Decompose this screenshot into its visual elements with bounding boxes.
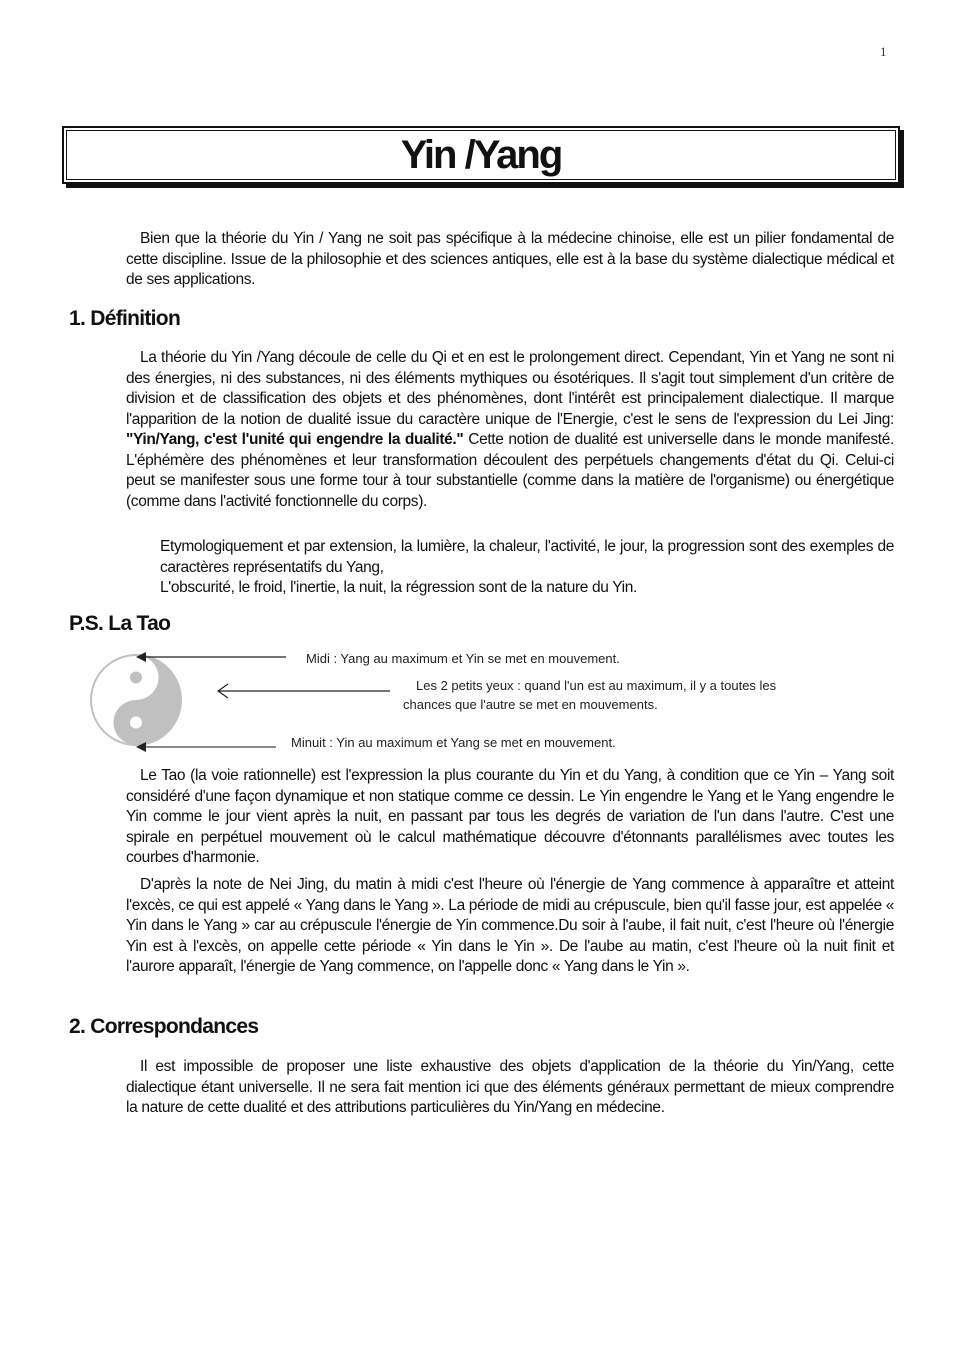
tao-text: Le Tao (la voie rationnelle) est l'expression la plus courante du Yin et du Yang, à condition que ce Yin – Yang soit considéré d'une façon dynamique et non statique comme ce dessin. Le Yin engendre le Yang et le Yang engendre le Yin comme le jour vient après la nuit, en passant par tous les degrés de variation de l'un dans l'autre. C'est une spirale en perpétuel mouvement où le calcul mathématique découvre d'étonnants parallélismes avec toutes les courbes d'harmonie. [126, 767, 894, 866]
intro-paragraph [126, 229, 894, 291]
section-heading-tao: P.S. La Tao [69, 612, 171, 635]
intro-text: Bien que la théorie du Yin / Yang ne soit pas spécifique à la médecine chinoise, elle est un pilier fondamental de cette discipline. Issue de la philosophie et des sciences antiques, elle est à la base du système dialectique médical et de ses applications. [126, 230, 894, 288]
tao-paragraph [126, 766, 894, 869]
definition-text [126, 348, 894, 512]
section-heading-definition: 1. Définition [69, 307, 181, 330]
correspondances-text: Il est impossible de proposer une liste exhaustive des objets d'application de la théorie du Yin/Yang, cette dialectique étant universelle. Il ne sera fait mention ici que des éléments généraux permettant de mieux comprendre la nature de cette dualité et des attributions particulières du Yin/Yang en médecine. [126, 1058, 894, 1116]
title-box [62, 126, 900, 184]
nei-jing-paragraph [126, 875, 894, 978]
definition-text-before: La théorie du Yin /Yang découle de celle du Qi et en est le prolongement direct. Cependant, Yin et Yang ne sont ni des énergies, ni des substances, ni des éléments mythiques ou ésotériques. Il s'agit tout simplement d'un critère de division et de classification des objets et des phénomènes, dont l'intérêt est principalement dialectique. Il marque l'apparition de la notion de dualité issue du caractère unique de l'Energie, c'est le sens de l'expression du Lei Jing: [126, 349, 894, 428]
section-heading-correspondances: 2. Correspondances [69, 1015, 259, 1038]
label-yeux-2: chances que l'autre se met en mouvements. [403, 697, 658, 712]
nei-jing-text: D'après la note de Nei Jing, du matin à midi c'est l'heure où l'énergie de Yang commence à apparaître et atteint l'excès, ce qui est appelé « Yang dans le Yang ». La période de midi au crépuscule, bien qu'il fasse jour, est appelée « Yin dans le Yang » car au crépuscule l'énergie de Yin commence.Du soir à l'aube, il fait nuit, c'est l'heure où l'énergie Yin est à l'excès, on appelle cette période « Yin dans le Yin ». De l'aube au matin, c'est l'heure où la nuit finit et l'aurore apparaît, l'énergie de Yang commence, on l'appelle donc « Yang dans le Yin ». [126, 876, 894, 975]
etymology-yin: L'obscurité, le froid, l'inertie, la nuit, la régression sont de la nature du Yin. [160, 579, 637, 596]
label-midi: Midi : Yang au maximum et Yin se met en mouvement. [306, 651, 620, 666]
lei-jing-quote: "Yin/Yang, c'est l'unité qui engendre la dualité." [126, 431, 464, 448]
page-number: 1 [880, 44, 887, 59]
arrow-midi-head [136, 652, 146, 662]
etymology-yang: Etymologiquement et par extension, la lumière, la chaleur, l'activité, le jour, la progression sont des exemples de caractères représentatifs du Yang, [160, 538, 894, 576]
page-title: Yin /Yang [400, 133, 562, 177]
label-yeux-1: Les 2 petits yeux : quand l'un est au maximum, il y a toutes les [416, 678, 777, 693]
definition-paragraph [126, 348, 894, 512]
label-minuit: Minuit : Yin au maximum et Yang se met en mouvement. [291, 735, 616, 750]
correspondances-paragraph [126, 1057, 894, 1119]
definition-text-after: Cette notion de dualité est universelle dans le monde manifesté. L'éphémère des phénomènes et leur transformation découlent des perpétuels changements d'état du Qi. Celui-ci peut se manifester sous une forme tour à tour substantielle (comme dans la matière de l'organisme) ou énergétique (comme dans l'activité fonctionnelle du corps). [126, 431, 894, 510]
etymology-paragraph [160, 537, 894, 599]
arrow-minuit-head [136, 742, 146, 752]
